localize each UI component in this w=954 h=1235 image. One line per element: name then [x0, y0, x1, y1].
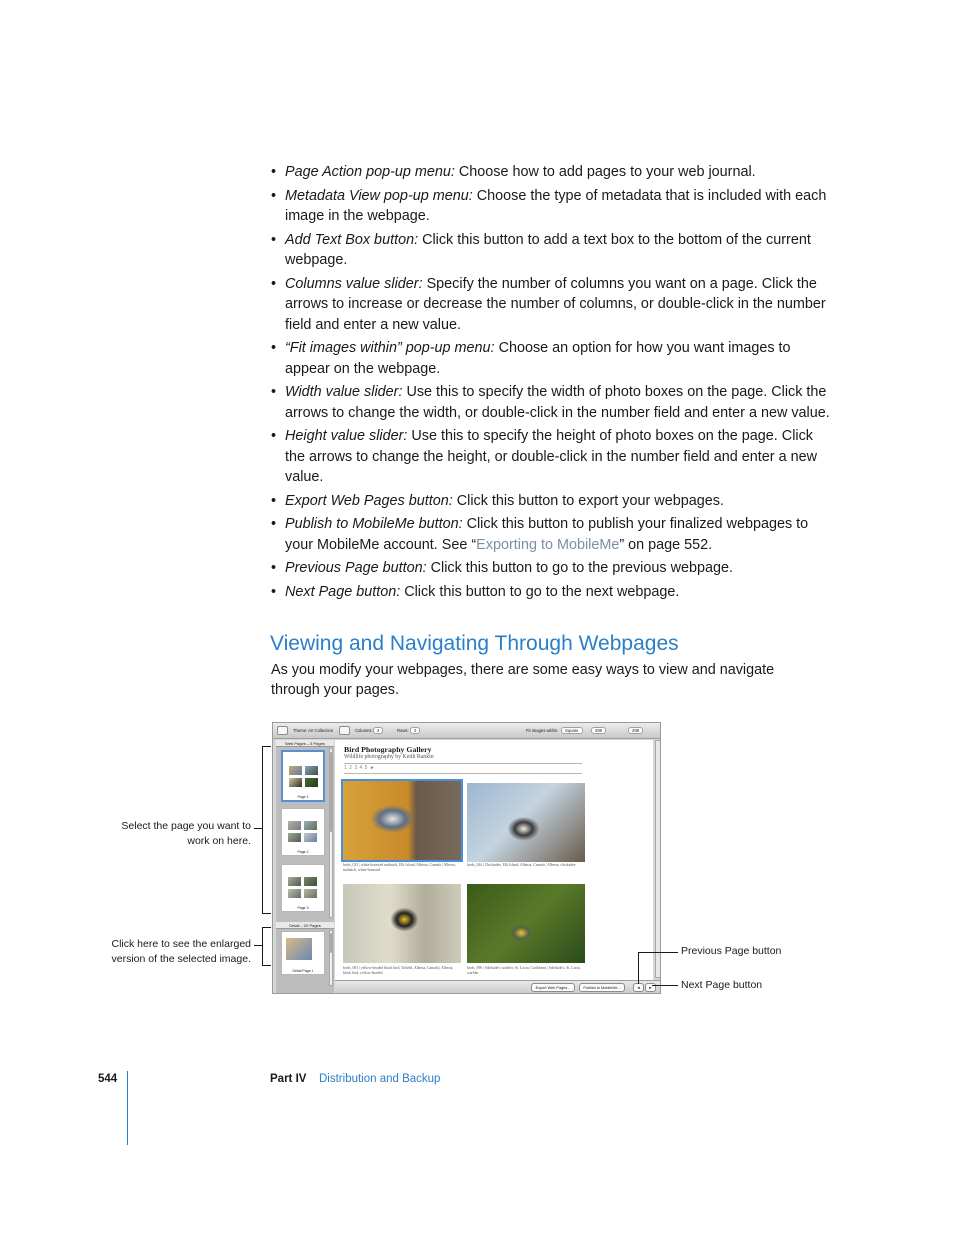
bullet-marker: • [271, 560, 277, 576]
bullet-marker: • [271, 583, 277, 600]
detail-thumbnail-label: Detail Page 1 [292, 969, 314, 973]
columns-label: Columns: [355, 728, 373, 733]
gallery-title: Bird Photography Gallery [344, 745, 432, 754]
callout-previous-page: Previous Page button [681, 945, 782, 957]
footer-part: Part IV [270, 1073, 307, 1085]
bullet-description: Click this button to go to the previous webpage. [430, 560, 733, 576]
gallery-page-numbers[interactable]: 1 2 3 4 5 ► [344, 765, 376, 771]
detail-header: Detail – 20 Pages [276, 922, 334, 929]
photo-caption: birds_044 | Chickadee, Elk Island, Alberta, Canada | Alberta, chickadee [467, 863, 576, 867]
bullet-term: Export Web Pages button: [285, 492, 453, 509]
rows-value-slider[interactable]: 2 [410, 727, 420, 734]
height-value-slider[interactable]: 298 [628, 727, 643, 734]
bullet-item [271, 582, 831, 603]
publish-to-mobileme-button[interactable]: Publish to MobileMe... [579, 983, 625, 992]
webpage-canvas [335, 740, 653, 980]
bullet-item [271, 230, 831, 271]
bullet-marker: • [271, 516, 277, 532]
detail-scrollbar[interactable] [329, 930, 333, 986]
bullet-description: Click this button to publish your finalized webpages to your MobileMe account. See “ [285, 516, 809, 553]
bullet-item [271, 491, 831, 512]
footer-part-title[interactable]: Distribution and Backup [319, 1073, 441, 1085]
bullet-description: Choose how to add pages to your web journal. [458, 164, 756, 180]
bullet-list [271, 162, 831, 605]
photo-yellow-headed-blackbird[interactable] [343, 884, 461, 963]
bullet-term: Publish to MobileMe button: [285, 516, 463, 532]
columns-value-slider[interactable]: 2 [373, 727, 383, 734]
next-page-button[interactable]: ► [645, 983, 656, 992]
bullet-term: Page Action pop-up menu: [285, 164, 455, 180]
page-thumbnail-label: Page 1 [297, 795, 309, 799]
callout-next-page: Next Page button [681, 979, 763, 991]
bullet-term: “Fit images within” pop-up menu: [285, 340, 495, 356]
bullet-item [271, 162, 831, 183]
fit-images-label: Fit images within: [526, 728, 559, 733]
cross-reference-link[interactable]: Exporting to MobileMe [476, 536, 620, 553]
footer-rule [127, 1071, 128, 1145]
bullet-item [271, 558, 831, 579]
callout-click-here: Click here to see the enlarged version of the selected image. [111, 938, 251, 965]
bullet-item [271, 426, 831, 488]
photo-caption: birds_096 | Adelaide's warbler, St. Lucia, Caribbean | Adelaide's, St. Lucia, warbler [467, 966, 581, 975]
bullet-marker: • [271, 384, 277, 400]
pages-scrollbar[interactable] [329, 748, 333, 918]
bullet-description: Choose an option for how you want images to appear on the webpage. [285, 340, 791, 377]
webpage-editor-screenshot [272, 722, 661, 994]
photo-chickadee[interactable] [467, 783, 585, 862]
theme-label: Theme: Art Collection [293, 728, 334, 733]
callout-select-page: Select the page you want to work on here. [121, 820, 251, 847]
bullet-marker: • [271, 275, 277, 292]
bullet-description: Specify the number of columns you want on a page. Click the arrows to increase or decrease the number of columns, or double-click in the number field and enter a new value. [285, 275, 826, 333]
bullet-item [271, 274, 831, 336]
bullet-item [271, 338, 831, 379]
bullet-description: Click this button to go to the next webpage. [404, 583, 680, 600]
detail-thumbnail[interactable] [281, 931, 325, 975]
web-pages-header: Web Pages – 5 Pages [276, 740, 334, 747]
bullet-marker: • [271, 492, 277, 509]
bullet-term: Next Page button: [285, 583, 401, 600]
bullet-item [271, 382, 831, 423]
photo-caption: birds_081 | yellow-headed black bird, Tofield, Alberta, Canada | Alberta, black bird, yellow-headed [343, 966, 454, 975]
bullet-term: Add Text Box button: [285, 231, 419, 248]
export-web-pages-button[interactable]: Export Web Pages... [531, 983, 575, 992]
bullet-description: Click this button to add a text box to the bottom of the current webpage. [285, 231, 811, 268]
bullet-marker: • [271, 164, 277, 180]
bullet-marker: • [271, 340, 277, 356]
add-text-box-button[interactable] [339, 726, 350, 735]
bullet-description: Use this to specify the height of photo boxes on the page. Click the arrows to change the height, or double-click in the number field and enter a new value. [285, 428, 817, 485]
webpage-bottom-bar [335, 980, 661, 994]
bullet-description: Click this button to export your webpages. [456, 492, 724, 509]
previous-page-button[interactable]: ◄ [633, 983, 644, 992]
fit-images-popup[interactable]: Square [561, 727, 583, 734]
canvas-scrollbar[interactable] [655, 740, 661, 978]
page-thumbnail[interactable] [281, 864, 325, 912]
bullet-term: Height value slider: [285, 428, 408, 444]
pages-sidebar [276, 740, 334, 994]
bullet-term: Width value slider: [285, 384, 403, 400]
photo-caption: birds_033 | white-breasted nuthatch, Elk Island, Alberta, Canada | Alberta, nuthatch, white-breasted [343, 863, 456, 872]
webpage-toolbar [273, 723, 660, 739]
bullet-item [271, 514, 831, 555]
photo-adelaides-warbler[interactable] [467, 884, 585, 963]
bullet-description: Choose the type of metadata that is included with each image in the webpage. [285, 187, 827, 224]
photo-nuthatch[interactable] [343, 781, 461, 860]
bullet-term: Previous Page button: [285, 560, 427, 576]
bullet-marker: • [271, 231, 277, 248]
page-thumbnail[interactable] [281, 750, 325, 802]
page-action-button[interactable] [277, 726, 288, 735]
bullet-term: Columns value slider: [285, 275, 423, 292]
page-thumbnail[interactable] [281, 808, 325, 856]
page-thumbnail-label: Page 3 [297, 906, 309, 910]
page-thumbnail-label: Page 2 [297, 850, 309, 854]
page-number: 544 [98, 1073, 118, 1085]
bullet-description: Use this to specify the width of photo boxes on the page. Click the arrows to change the width, or double-click in the number field and enter a new value. [285, 384, 830, 421]
section-intro: As you modify your webpages, there are some easy ways to view and navigate through your pages. [271, 662, 775, 698]
rows-label: Rows: [397, 728, 409, 733]
width-value-slider[interactable]: 298 [591, 727, 606, 734]
bullet-description-tail: ” on page 552. [619, 536, 713, 553]
bullet-item [271, 186, 831, 227]
bullet-marker: • [271, 187, 277, 204]
section-heading: Viewing and Navigating Through Webpages [270, 632, 679, 655]
bullet-term: Metadata View pop-up menu: [285, 187, 473, 204]
bullet-marker: • [271, 428, 277, 444]
gallery-subtitle: Wildlife photography by Keith Rankin [344, 754, 434, 760]
